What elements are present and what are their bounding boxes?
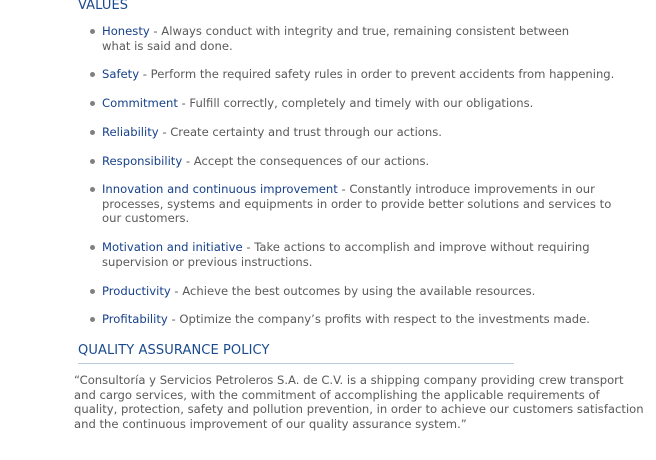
value-item-responsibility <box>102 154 617 169</box>
bullet-icon <box>90 130 95 135</box>
value-item-safety <box>102 67 617 82</box>
value-term: Responsibility <box>102 154 183 168</box>
value-item-productivity <box>102 284 617 299</box>
value-description: - Accept the consequences of our actions. <box>182 154 430 168</box>
bullet-icon <box>90 317 95 322</box>
bullet-icon <box>90 245 95 250</box>
value-term: Productivity <box>102 284 171 298</box>
value-description: - Optimize the company’s profits with respect to the investments made. <box>167 312 590 326</box>
quality-assurance-heading: QUALITY ASSURANCE POLICY <box>78 343 270 358</box>
value-description: - Take actions to accomplish and improve without requiring supervision or previous instructions. <box>102 240 590 269</box>
value-description: - Perform the required safety rules in order to prevent accidents from happening. <box>139 67 615 81</box>
bullet-icon <box>90 159 95 164</box>
value-term: Commitment <box>102 96 178 110</box>
value-item-profitability <box>102 312 617 327</box>
value-item-motivation <box>102 240 594 269</box>
bullet-icon <box>90 187 95 192</box>
value-item-honesty <box>102 24 572 53</box>
bullet-icon <box>90 72 95 77</box>
value-description: - Achieve the best outcomes by using the available resources. <box>170 284 536 298</box>
value-description: - Always conduct with integrity and true, remaining consistent between what is said and done. <box>102 24 570 53</box>
value-term: Innovation and continuous improvement <box>102 182 338 196</box>
value-description: - Create certainty and trust through our actions. <box>158 125 442 139</box>
value-item-commitment <box>102 96 617 111</box>
value-term: Reliability <box>102 125 159 139</box>
bullet-icon <box>90 101 95 106</box>
value-term: Motivation and initiative <box>102 240 243 254</box>
bullet-icon <box>90 29 95 34</box>
value-description: - Fulfill correctly, completely and timely with our obligations. <box>177 96 534 110</box>
value-item-reliability <box>102 125 617 140</box>
value-description: - Constantly introduce improvements in our processes, systems and equipments in order to provide better solutions and services to our customers. <box>102 182 612 225</box>
value-term: Profitability <box>102 312 168 326</box>
quality-assurance-text: “Consultoría y Servicios Petroleros S.A. de C.V. is a shipping company providing crew transport and cargo services, with the commitment of accomplishing the applicable requirements of quality, protection, safety and pollution prevention, in order to achieve our customers satisfaction and the continuous improvement of our quality assurance system.” <box>74 373 644 431</box>
value-term: Honesty <box>102 24 150 38</box>
values-heading: VALUES <box>78 0 129 13</box>
value-item-innovation <box>102 182 612 226</box>
heading-divider <box>78 363 514 364</box>
bullet-icon <box>90 289 95 294</box>
value-term: Safety <box>102 67 140 81</box>
